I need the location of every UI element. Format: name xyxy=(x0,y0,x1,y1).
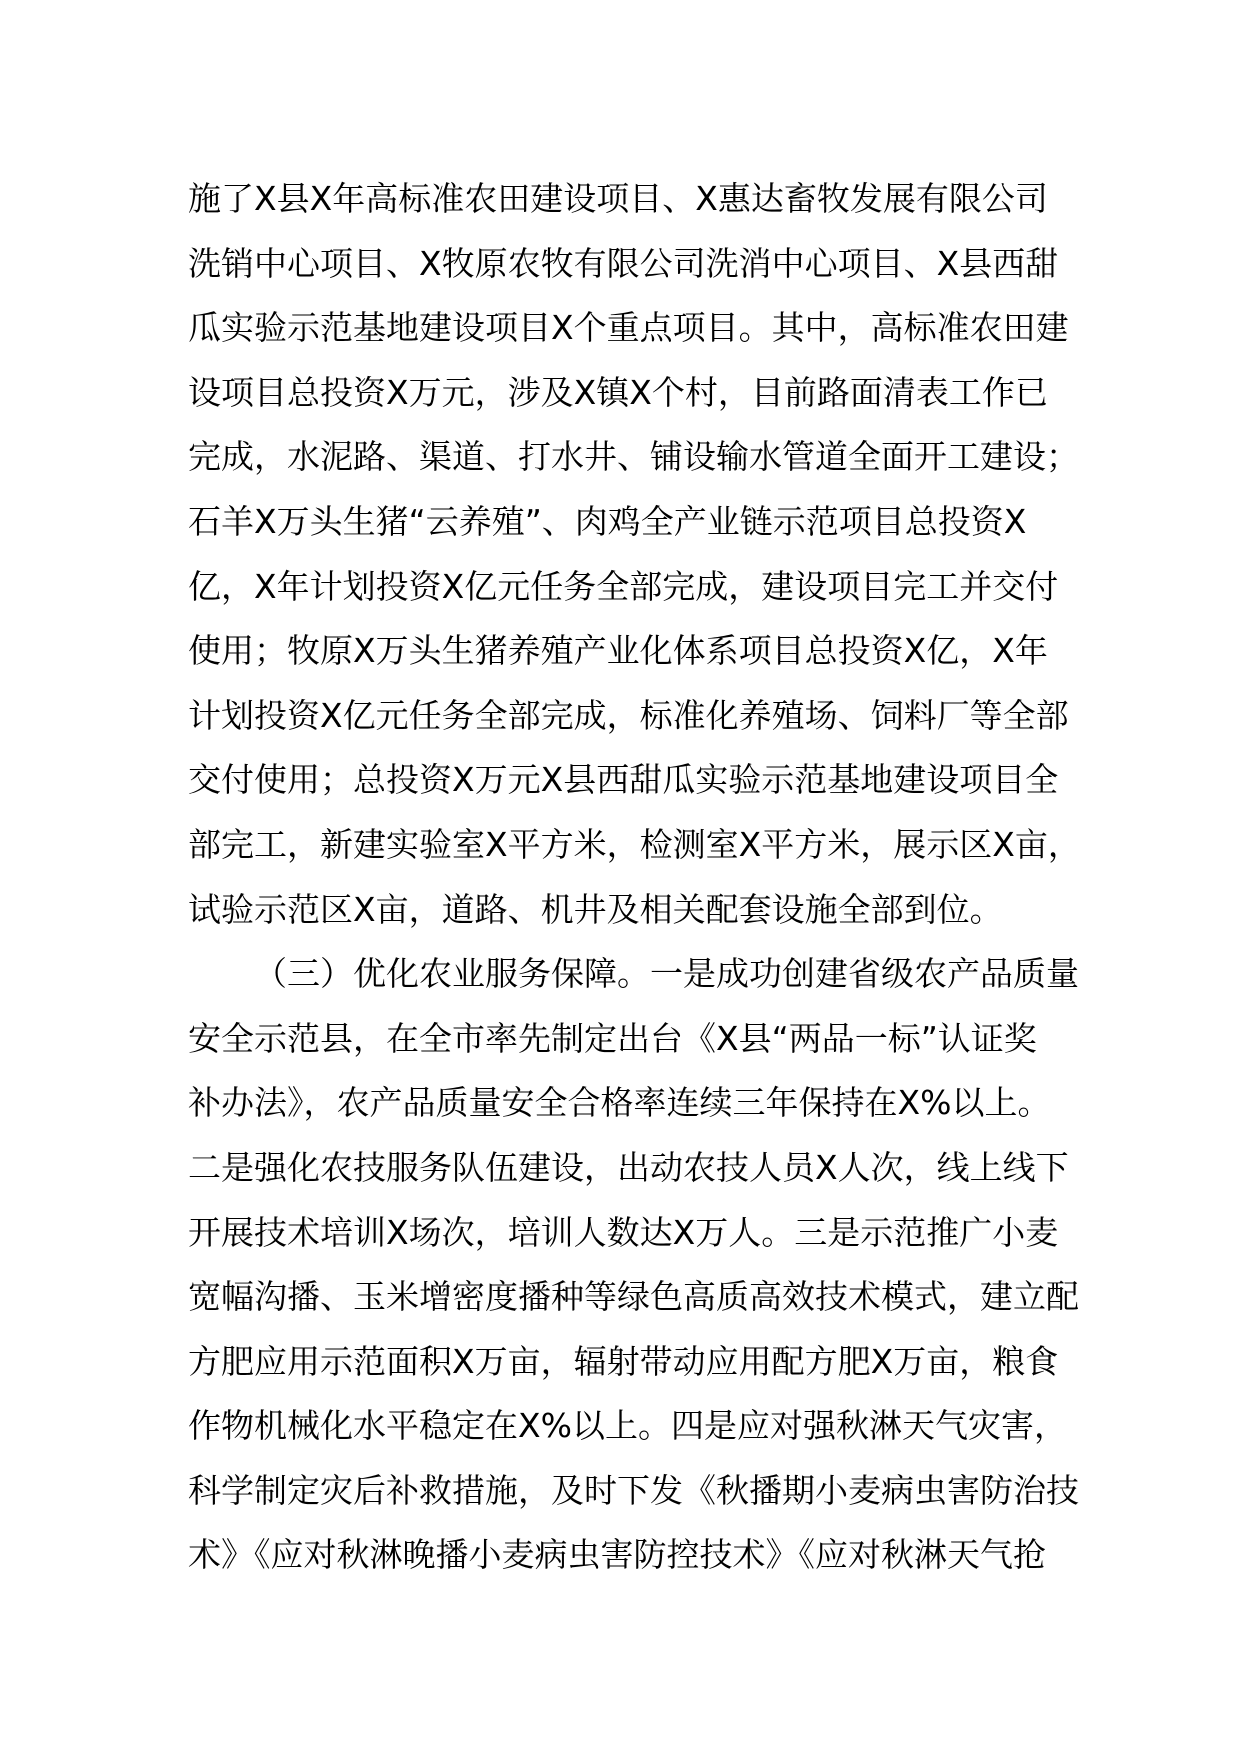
text-line: 使用；牧原X万头生猪养殖产业化体系项目总投资X亿，X年 xyxy=(188,631,1048,671)
text-line: 交付使用；总投资X万元X县西甜瓜实验示范基地建设项目全 xyxy=(188,760,1059,800)
section-heading-line: （三）优化农业服务保障。一是成功创建省级农产品质量 xyxy=(254,954,1079,994)
text-line: 瓜实验示范基地建设项目X个重点项目。其中，高标准农田建 xyxy=(188,308,1069,348)
text-line: 施了X县X年高标准农田建设项目、X惠达畜牧发展有限公司 xyxy=(188,179,1048,218)
text-line: 开展技术培训X场次，培训人数达X万人。三是示范推广小麦 xyxy=(188,1212,1059,1252)
text-line: 方肥应用示范面积X万亩，辐射带动应用配方肥X万亩，粮食 xyxy=(188,1341,1059,1381)
text-line: 计划投资X亿元任务全部完成，标准化养殖场、饲料厂等全部 xyxy=(188,695,1069,735)
text-line: 作物机械化水平稳定在X%以上。四是应对强秋淋天气灾害， xyxy=(188,1406,1067,1446)
text-line: 试验示范区X亩，道路、机井及相关配套设施全部到位。 xyxy=(188,889,1003,929)
text-line: 术》《应对秋淋晚播小麦病虫害防控技术》《应对秋淋天气抢 xyxy=(188,1535,1046,1575)
text-line: 宽幅沟播、玉米增密度播种等绿色高质高效技术模式，建立配 xyxy=(188,1277,1079,1317)
body-text xyxy=(188,167,1088,1588)
text-line: 亿，X年计划投资X亿元任务全部完成，建设项目完工并交付 xyxy=(188,566,1059,606)
text-line: 设项目总投资X万元，涉及X镇X个村，目前路面清表工作已 xyxy=(188,372,1048,412)
text-line: 补办法》，农产品质量安全合格率连续三年保持在X%以上。 xyxy=(188,1083,1051,1123)
text-line: 科学制定灾后补救措施，及时下发《秋播期小麦病虫害防治技 xyxy=(188,1470,1079,1510)
text-line: 完成，水泥路、渠道、打水井、铺设输水管道全面开工建设； xyxy=(188,437,1079,477)
text-line: 安全示范县，在全市率先制定出台《X县“两品一标”认证奖 xyxy=(188,1018,1037,1058)
text-line: 洗销中心项目、X牧原农牧有限公司洗消中心项目、X县西甜 xyxy=(188,243,1059,283)
text-line: 石羊X万头生猪“云养殖”、肉鸡全产业链示范项目总投资X xyxy=(188,501,1027,541)
text-line: 部完工，新建实验室X平方米，检测室X平方米，展示区X亩， xyxy=(188,824,1081,864)
text-line: 二是强化农技服务队伍建设，出动农技人员X人次，线上线下 xyxy=(188,1147,1069,1187)
